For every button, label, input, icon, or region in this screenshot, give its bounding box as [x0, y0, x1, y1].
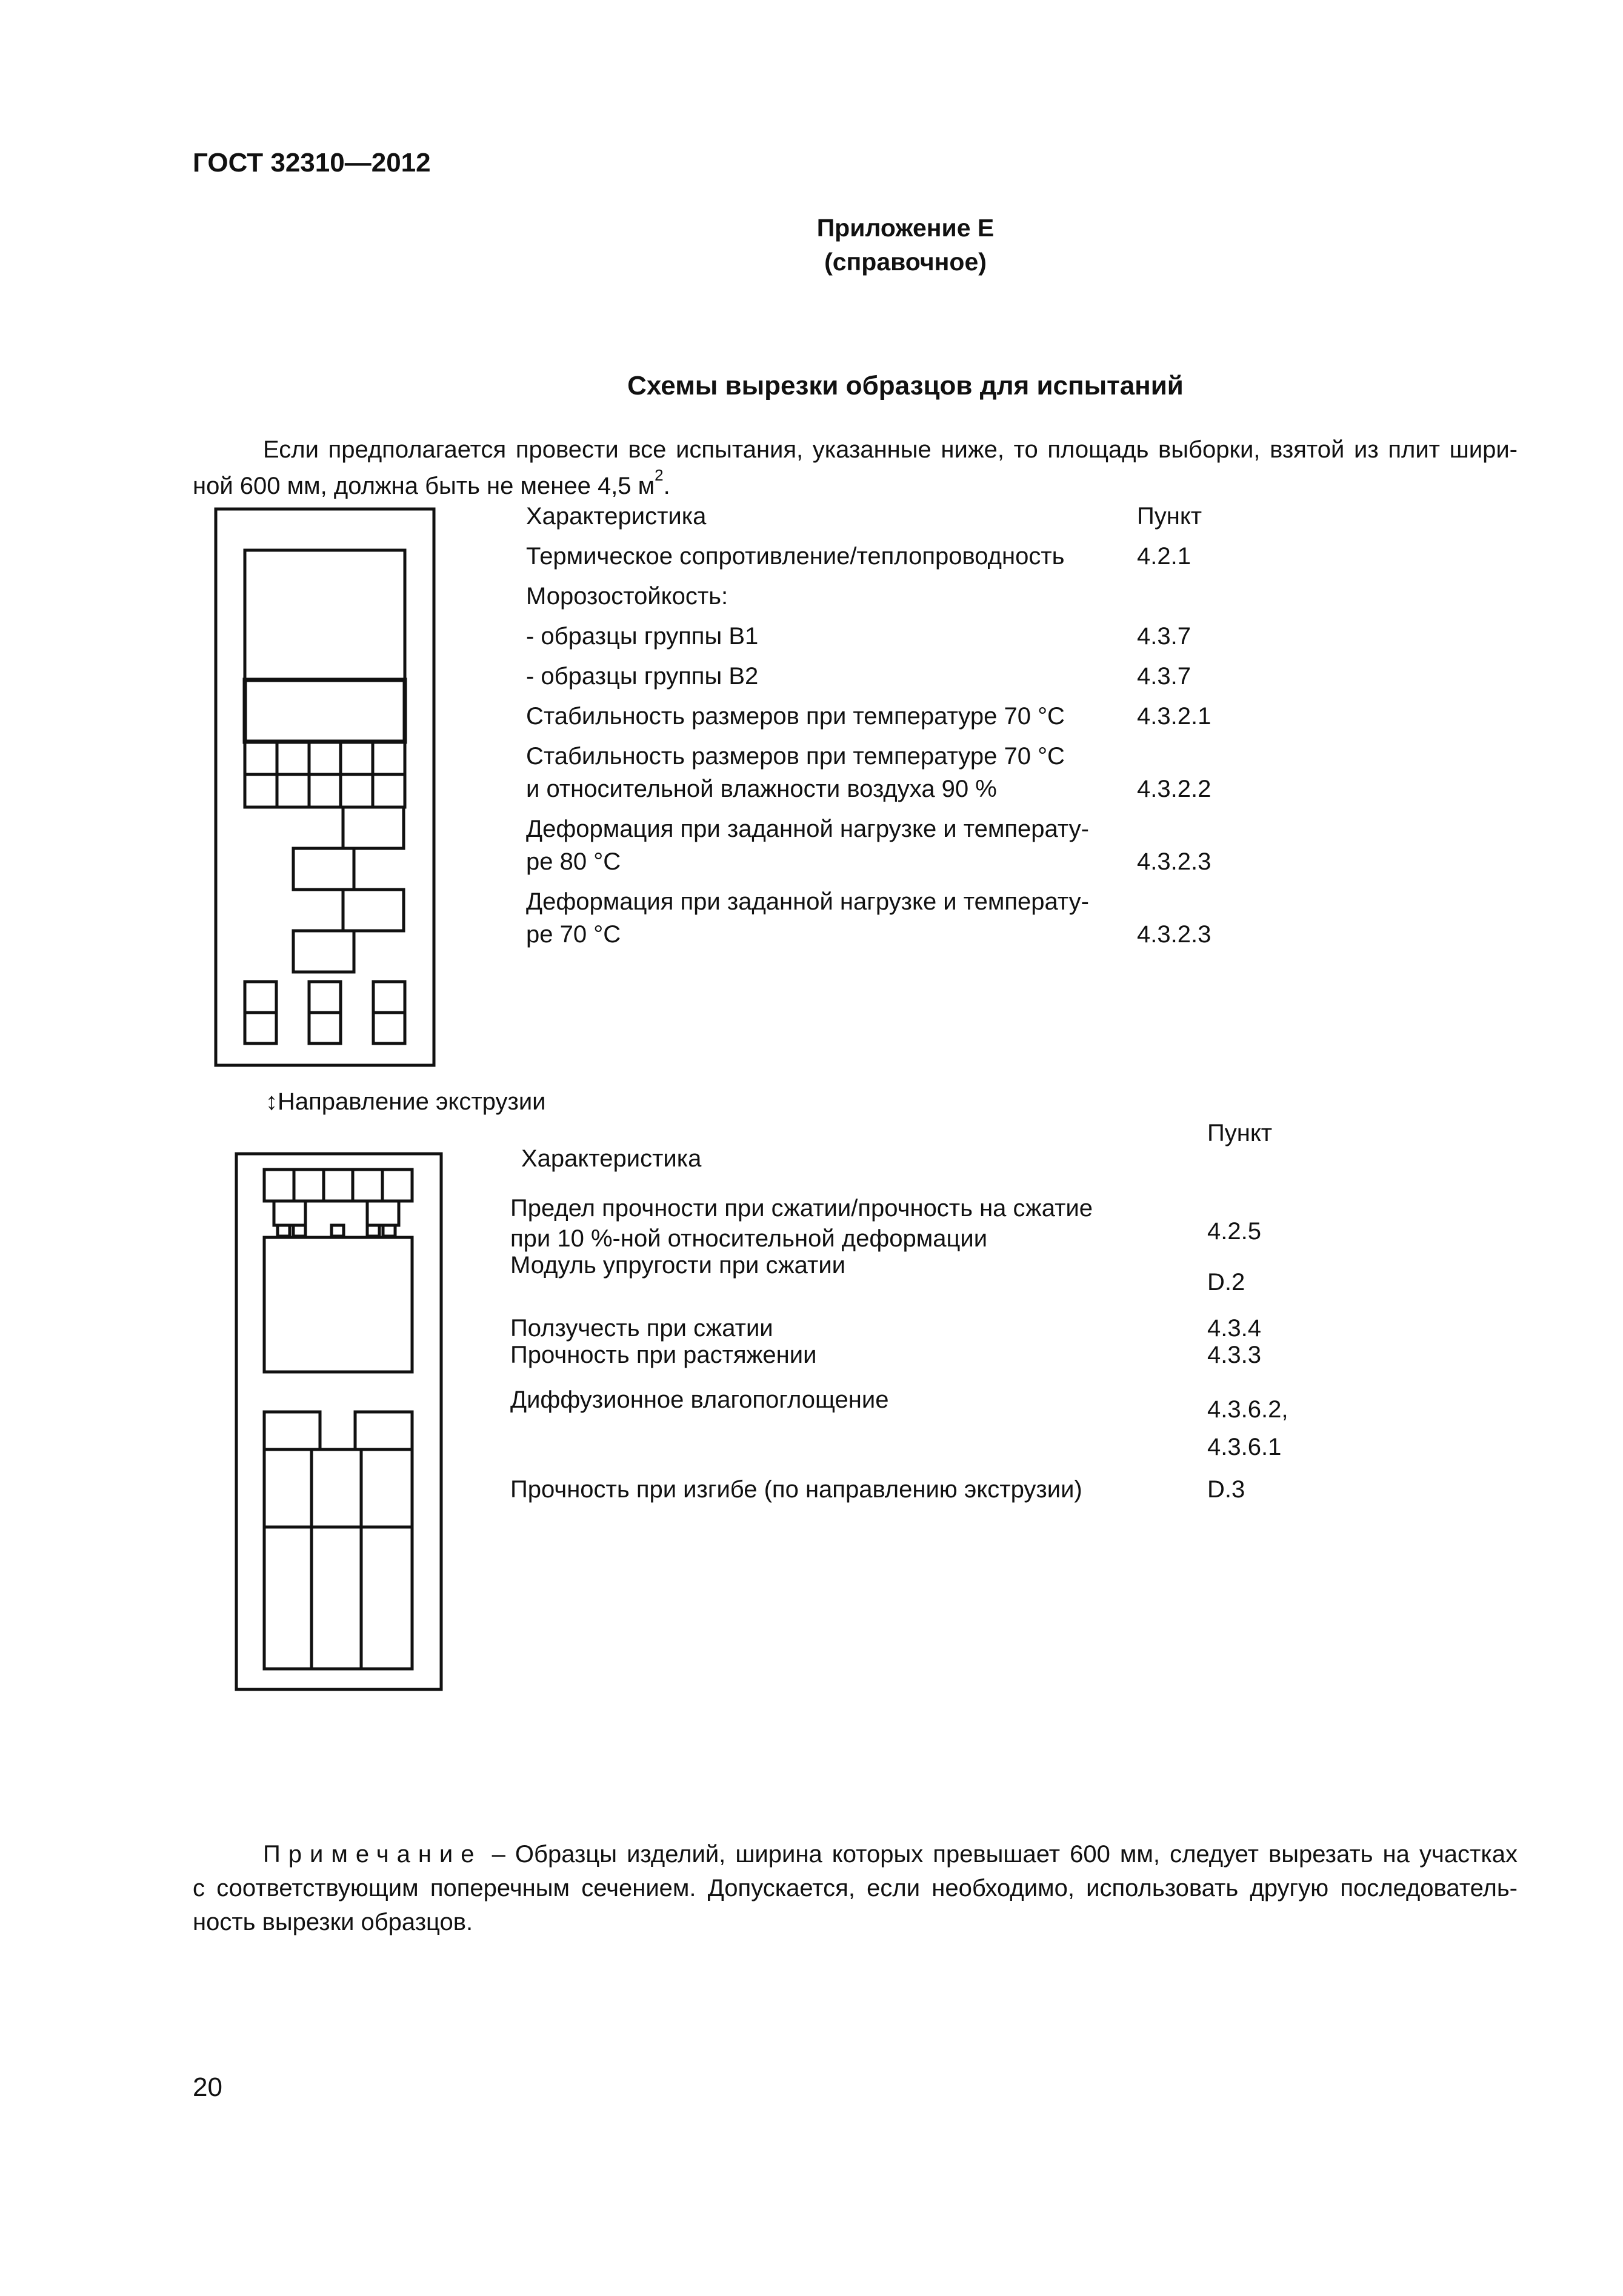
note-line-3: ность вырезки образцов.: [193, 1909, 473, 1935]
section-title: Схемы вырезки образцов для испытаний: [627, 371, 1184, 401]
table2-row-point: 4.2.5: [1207, 1218, 1261, 1245]
table2-row-char: Прочность при изгибе (по направлению экструзии): [510, 1476, 1082, 1503]
sample-small: [373, 982, 405, 1043]
table1-row-point: 4.2.1: [1137, 543, 1191, 570]
table1-row-point: 4.3.2.3: [1137, 921, 1211, 948]
sample-small: [245, 982, 276, 1043]
sample-tiny: [367, 1225, 379, 1236]
table1-header-point: Пункт: [1137, 503, 1202, 530]
sample-tiny: [278, 1225, 290, 1236]
note-paragraph: [193, 1837, 1518, 1939]
table1-row-char: Деформация при заданной нагрузке и температу-: [526, 816, 1089, 842]
extrusion-direction-label: ↕Направление экструзии: [265, 1088, 546, 1115]
sample-tiny: [332, 1225, 344, 1236]
table1-row-point: 4.3.7: [1137, 623, 1191, 650]
table1-row-char: Стабильность размеров при температуре 70 °С: [526, 703, 1065, 730]
annex-subtitle: (справочное): [824, 248, 987, 276]
table1-row-char: Морозостойкость:: [526, 583, 728, 610]
table2-row-point: 4.3.6.1: [1207, 1434, 1282, 1460]
sample-small: [309, 982, 341, 1043]
double-arrow-icon: ↕: [265, 1088, 278, 1115]
sample-stability-grid: [245, 742, 405, 807]
sample-deformation: [293, 931, 354, 972]
table1-header-characteristic: Характеристика: [526, 503, 707, 530]
sample-thermal: [245, 550, 405, 680]
table1-row-char: - образцы группы В2: [526, 663, 759, 690]
table1-row-point: 4.3.2.1: [1137, 703, 1211, 730]
table1-row-point: 4.3.2.3: [1137, 848, 1211, 875]
table2-header-point: Пункт: [1207, 1120, 1273, 1146]
annex-title: Приложение Е: [816, 214, 995, 242]
table1-row-char: - образцы группы В1: [526, 623, 759, 650]
table2-row-point: D.3: [1207, 1476, 1245, 1503]
sample-diffusion: [355, 1412, 412, 1449]
document-code: ГОСТ 32310—2012: [193, 148, 431, 178]
table2-row-char: Диффузионное влагопоглощение: [510, 1386, 889, 1413]
table2-row-char: при 10 %-ной относительной деформации: [510, 1225, 988, 1252]
table2-row-point: 4.3.6.2,: [1207, 1396, 1288, 1423]
sample-tiny: [383, 1225, 395, 1236]
sample-creep: [274, 1201, 305, 1225]
table1-row-char: Деформация при заданной нагрузке и температу-: [526, 888, 1089, 915]
intro-line-2: ной 600 мм, должна быть не менее 4,5 $м^2$.: [193, 466, 670, 499]
intro-line-1: Если предполагается провести все испытания, указанные ниже, то площадь выборки, взятой из плит шири-: [263, 436, 1518, 463]
sample-tension: [264, 1237, 412, 1372]
sample-bending-block: [264, 1449, 412, 1669]
table1-row-char: Стабильность размеров при температуре 70 °С: [526, 743, 1065, 770]
table1-row-point: 4.3.2.2: [1137, 776, 1211, 802]
sample-creep: [367, 1201, 399, 1225]
table2-row-point: 4.3.3: [1207, 1342, 1261, 1368]
superscript: 2: [655, 466, 664, 484]
note-line-1: Примечание – Образцы изделий, ширина которых превышает 600 мм, следует вырезать на участках: [263, 1841, 1518, 1868]
table1-row-char: Термическое сопротивление/теплопроводность: [526, 543, 1065, 570]
table2-row-char: Предел прочности при сжатии/прочность на сжатие: [510, 1195, 1093, 1222]
sample-diffusion: [264, 1412, 320, 1449]
table2-header-characteristic: Характеристика: [521, 1145, 702, 1172]
table1-row-char: ре 80 °С: [526, 848, 621, 875]
table2-row-point: D.2: [1207, 1269, 1245, 1296]
annex-heading: [0, 211, 1623, 279]
table2-row-char: Прочность при растяжении: [510, 1342, 817, 1368]
sample-deformation: [293, 848, 354, 890]
sample-compression-row: [264, 1170, 412, 1201]
sample-tiny: [293, 1225, 305, 1236]
table2-row-char: Модуль упругости при сжатии: [510, 1252, 846, 1279]
note-label: Примечание: [263, 1841, 482, 1868]
board-outline-1: [216, 509, 434, 1065]
board-outline-2: [236, 1154, 441, 1689]
sample-frost: [245, 680, 405, 742]
intro-paragraph: [193, 431, 1518, 504]
table1-row-point: 4.3.7: [1137, 663, 1191, 690]
table1-row-char: ре 70 °С: [526, 921, 621, 948]
table2-row-char: Ползучесть при сжатии: [510, 1315, 773, 1342]
page-number: 20: [193, 2072, 222, 2102]
note-line-2: с соответствующим поперечным сечением. Допускается, если необходимо, использовать другую последователь-: [193, 1875, 1518, 1902]
sample-deformation: [343, 807, 404, 848]
table1-row-char: и относительной влажности воздуха 90 %: [526, 776, 997, 802]
table2-row-point: 4.3.4: [1207, 1315, 1261, 1342]
sample-deformation: [343, 890, 404, 931]
